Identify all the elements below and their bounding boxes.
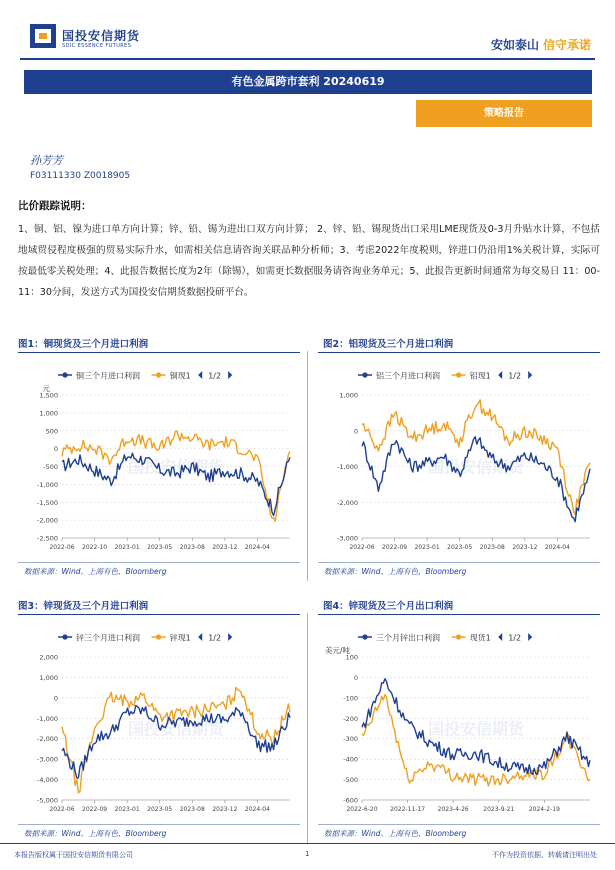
legend-next-icon bbox=[528, 371, 532, 379]
series-line-2 bbox=[362, 695, 590, 786]
y-tick-label: 1,000 bbox=[39, 673, 58, 682]
y-tick-label: -3,000 bbox=[37, 755, 58, 764]
page-header bbox=[0, 0, 615, 62]
y-tick-label: -300 bbox=[343, 735, 358, 744]
watermark: 国投安信期货 bbox=[127, 457, 225, 477]
legend-marker bbox=[456, 372, 461, 377]
figure-2-rule bbox=[318, 352, 600, 353]
y-tick-label: 0 bbox=[53, 445, 58, 454]
figure-divider-2 bbox=[307, 613, 308, 843]
y-tick-label: 1,500 bbox=[39, 391, 58, 400]
figure-3-source-rule bbox=[18, 824, 300, 825]
watermark: 国投安信期货 bbox=[427, 457, 525, 477]
figure-2-title: 图2：铝现货及三个月进口利润 bbox=[323, 339, 454, 350]
figure-2-chart bbox=[318, 355, 600, 560]
x-tick-label: 2024-04 bbox=[244, 806, 270, 813]
y-tick-label: -2,500 bbox=[37, 534, 58, 543]
legend-prev-icon bbox=[498, 633, 502, 641]
legend-marker bbox=[456, 634, 461, 639]
company-name-en: SDIC ESSENCE FUTURES bbox=[62, 43, 132, 49]
author-name: 孙芳芳 bbox=[30, 154, 63, 167]
y-axis-unit: 美元/吨 bbox=[324, 646, 350, 655]
y-tick-label: -600 bbox=[343, 796, 358, 805]
legend-next-icon bbox=[528, 633, 532, 641]
y-tick-label: 100 bbox=[345, 653, 358, 662]
y-tick-label: -3,000 bbox=[337, 534, 358, 543]
legend-label: 三个月锌出口利润 bbox=[376, 633, 440, 643]
notes-body: 1、铜、铝、镍为进口单方向计算；锌、铅、锡为进出口双方向计算； 2、锌、铅、锡现货出口采用LME现货及0-3月升贴水计算，不包括地域贸侵程度极强的贸易实际升水，如需相关信息请咨询关联品种分析师；3、考虑2022年度税则，锌进口仍沿用1%关税计算，实际可按最低零关税处理；4、此报告数据长度为2年（除锡），如需更长数据服务请咨询业务单元；5、此报告更新时间通常为每交易日 11：00-11：30分间，发送方式为国投安信期货数据投研平台。 bbox=[18, 224, 600, 298]
y-tick-label: -500 bbox=[43, 463, 58, 471]
y-tick-label: -400 bbox=[343, 755, 358, 764]
company-name: 国投安信期货 bbox=[62, 29, 141, 43]
x-tick-label: 2024-2-19 bbox=[528, 806, 560, 813]
legend-marker bbox=[62, 372, 67, 377]
y-axis-unit: 元 bbox=[42, 384, 50, 393]
y-tick-label: 0 bbox=[353, 673, 358, 682]
chart-svg bbox=[18, 617, 300, 822]
figure-4-chart bbox=[318, 617, 600, 822]
x-tick-label: 2023-4-26 bbox=[437, 806, 469, 813]
legend-label: 锌三个月进口利润 bbox=[76, 633, 140, 643]
x-tick-label: 2023-05 bbox=[147, 544, 173, 551]
figure-1-title: 图1：铜现货及三个月进口利润 bbox=[18, 339, 149, 350]
slogan-part1: 安如泰山 bbox=[490, 38, 539, 52]
x-tick-label: 2024-04 bbox=[244, 544, 270, 551]
legend-prev-icon bbox=[198, 371, 202, 379]
figure-1-rule bbox=[18, 352, 300, 353]
y-tick-label: -2,000 bbox=[37, 735, 58, 744]
x-tick-label: 2023-08 bbox=[179, 544, 205, 551]
y-tick-label: 0 bbox=[53, 694, 58, 703]
legend-prev-icon bbox=[498, 371, 502, 379]
figure-3-chart bbox=[18, 617, 300, 822]
report-tag: 策略报告 bbox=[416, 100, 592, 127]
y-tick-label: 1,000 bbox=[39, 409, 58, 418]
legend-pager: 1/2 bbox=[508, 633, 522, 643]
figure-1-source: 数据来源：Wind、上海有色，Bloomberg bbox=[24, 567, 167, 576]
x-tick-label: 2023-08 bbox=[479, 544, 505, 551]
figure-2-source: 数据来源：Wind、上海有色，Bloomberg bbox=[324, 567, 467, 576]
legend bbox=[358, 633, 532, 643]
legend-label: 铜三个月进口利润 bbox=[76, 371, 140, 381]
series-line-1 bbox=[362, 437, 590, 522]
legend-marker bbox=[156, 372, 161, 377]
chart-svg bbox=[18, 355, 300, 560]
figure-4-title: 图4：锌现货及三个月出口利润 bbox=[323, 601, 454, 612]
legend-marker bbox=[62, 634, 67, 639]
y-tick-label: 2,000 bbox=[39, 653, 58, 662]
legend-label: 铝三个月进口利润 bbox=[376, 371, 440, 381]
legend bbox=[58, 371, 232, 381]
x-tick-label: 2023-05 bbox=[147, 806, 173, 813]
notes-heading: 比价跟踪说明： bbox=[18, 200, 92, 212]
figure-2-source-rule bbox=[318, 562, 600, 563]
y-tick-label: -1,000 bbox=[37, 714, 58, 723]
legend-label: 铜现1 bbox=[169, 371, 191, 381]
figure-4-rule bbox=[318, 614, 600, 615]
figure-3-source: 数据来源：Wind、上海有色，Bloomberg bbox=[24, 829, 167, 838]
y-tick-label: 1,000 bbox=[339, 391, 358, 400]
figure-1-source-rule bbox=[18, 562, 300, 563]
x-tick-label: 2023-05 bbox=[447, 544, 473, 551]
watermark: 国投安信期货 bbox=[427, 719, 525, 739]
legend-next-icon bbox=[228, 633, 232, 641]
y-tick-label: 500 bbox=[45, 427, 58, 436]
figure-3-title: 图3：锌现货及三个月进口利润 bbox=[18, 601, 149, 612]
y-tick-label: -1,000 bbox=[37, 480, 58, 489]
x-tick-label: 2023-01 bbox=[114, 806, 140, 813]
y-tick-label: -500 bbox=[343, 776, 358, 785]
legend-pager: 1/2 bbox=[508, 371, 522, 381]
y-tick-label: -100 bbox=[343, 694, 358, 703]
figure-divider bbox=[307, 351, 308, 581]
legend-prev-icon bbox=[198, 633, 202, 641]
y-tick-label: -4,000 bbox=[37, 776, 58, 785]
legend-marker bbox=[362, 372, 367, 377]
legend-label: 铝现1 bbox=[469, 371, 491, 381]
x-tick-label: 2023-08 bbox=[179, 806, 205, 813]
legend-marker bbox=[156, 634, 161, 639]
y-tick-label: -2,000 bbox=[37, 516, 58, 525]
y-tick-label: -1,500 bbox=[37, 498, 58, 507]
x-tick-label: 2022-6-20 bbox=[346, 806, 378, 813]
footer-disclaimer: 不作为投资依据，转载请注明出处 bbox=[492, 851, 597, 859]
y-tick-label: -5,000 bbox=[37, 796, 58, 805]
slogan-part2: 信守承诺 bbox=[542, 38, 591, 52]
legend bbox=[358, 371, 532, 381]
company-logo-icon bbox=[30, 24, 56, 48]
x-tick-label: 2024-04 bbox=[544, 544, 570, 551]
legend bbox=[58, 633, 232, 643]
figure-1-chart bbox=[18, 355, 300, 560]
x-tick-label: 2023-01 bbox=[114, 544, 140, 551]
chart-svg bbox=[318, 355, 600, 560]
header-divider bbox=[20, 58, 595, 60]
legend-marker bbox=[362, 634, 367, 639]
x-tick-label: 2022-10 bbox=[82, 544, 108, 551]
y-tick-label: -1,000 bbox=[337, 463, 358, 471]
legend-next-icon bbox=[228, 371, 232, 379]
x-tick-label: 2023-12 bbox=[212, 544, 238, 551]
figure-3-rule bbox=[18, 614, 300, 615]
chart-svg bbox=[318, 617, 600, 822]
watermark: 国投安信期货 bbox=[127, 719, 225, 739]
x-tick-label: 2022-09 bbox=[382, 544, 408, 551]
figure-4-source-rule bbox=[318, 824, 600, 825]
x-tick-label: 2022-11-17 bbox=[390, 806, 426, 813]
x-tick-label: 2022-06 bbox=[49, 806, 75, 813]
x-tick-label: 2023-12 bbox=[212, 806, 238, 813]
legend-label: 现货1 bbox=[469, 633, 491, 643]
legend-label: 锌现1 bbox=[169, 633, 191, 643]
figure-4-source: 数据来源：Wind、上海有色，Bloomberg bbox=[324, 829, 467, 838]
author-codes: F03111330 Z0018905 bbox=[30, 171, 131, 181]
y-tick-label: 0 bbox=[353, 427, 358, 436]
slogan bbox=[491, 36, 591, 53]
legend-pager: 1/2 bbox=[208, 371, 222, 381]
x-tick-label: 2022-06 bbox=[49, 544, 75, 551]
series-line-1 bbox=[62, 706, 290, 778]
y-tick-label: -200 bbox=[343, 714, 358, 723]
x-tick-label: 2023-9-21 bbox=[483, 806, 515, 813]
report-title: 有色金属跨市套利 20240619 bbox=[24, 70, 592, 94]
page-number: 1 bbox=[305, 850, 310, 858]
legend-pager: 1/2 bbox=[208, 633, 222, 643]
y-tick-label: -2,000 bbox=[337, 498, 358, 507]
footer-divider bbox=[0, 843, 615, 844]
x-tick-label: 2022-06 bbox=[349, 544, 375, 551]
x-tick-label: 2023-01 bbox=[414, 544, 440, 551]
x-tick-label: 2023-12 bbox=[512, 544, 538, 551]
x-tick-label: 2022-09 bbox=[82, 806, 108, 813]
footer-copyright: 本报告版权属于国投安信期货有限公司 bbox=[14, 851, 133, 859]
